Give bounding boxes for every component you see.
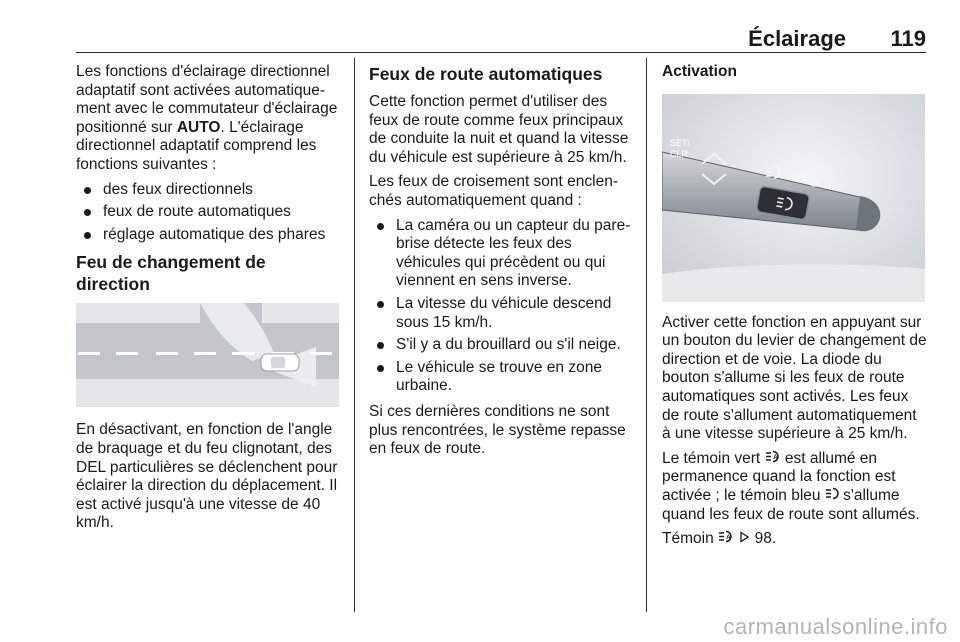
car-icon (261, 354, 299, 371)
column-3 (662, 63, 927, 555)
turn-signal-stalk-illustration (662, 94, 925, 302)
body-paragraph: Activer cette fonction en appuyant sur un bouton du levier de changement de direction et de voie. La diode du bouton s'allume si les feux de route automatiques sont activés. Les feux de route s'allument automatiquement à une vitesse supérieure à 25 km/h. (662, 313, 927, 443)
watermark: carmanualsonline.info (723, 614, 948, 639)
column-1 (76, 63, 342, 539)
feature-list (76, 181, 342, 245)
list-item: des feux directionnels (76, 181, 342, 200)
body-paragraph: En désactivant, en fonction de l'angle de braquage et du feu clignotant, des DEL particulières se déclenchent pour éclairer la direction du déplacement. Il est activé jusqu'à une vitesse de 40 km/h. (76, 421, 338, 532)
section-heading: Feux de route automatiques (369, 64, 603, 84)
list-item: La vitesse du véhicule descend sous 15 km/h. (369, 295, 633, 332)
page-reference[interactable]: 98. (754, 530, 777, 548)
cornering-light-illustration (76, 303, 339, 407)
column-2 (369, 63, 633, 465)
page-number: 119 (890, 26, 926, 51)
auto-high-beam-icon (718, 530, 734, 543)
arrow-reference-icon[interactable] (738, 531, 750, 543)
list-item: Le véhicule se trouve en zone urbaine. (369, 359, 633, 396)
condition-list (369, 217, 633, 396)
list-item: La caméra ou un capteur du pare-brise détecte les feux des véhicules qui précèdent ou qui viennent en sens inverse. (369, 217, 633, 291)
set-label: SET/ (670, 137, 691, 148)
body-paragraph: Si ces dernières conditions ne sont plus rencontrées, le système repasse en feux de route. (369, 402, 626, 458)
reference-paragraph: Témoin A 98. (662, 530, 777, 548)
list-item: réglage automatique des phares (76, 226, 342, 245)
clr-label: CLR (670, 148, 689, 159)
svg-text:A: A (726, 535, 731, 542)
auto-high-beam-icon (765, 450, 781, 463)
body-paragraph: Cette fonction permet d'utiliser des feux de route comme feux principaux de conduite la nuit et quand la vitesse du véhicule est supérieure à 25 km/h. (369, 93, 629, 166)
section-heading: Feu de changement de direction (76, 252, 266, 295)
intro-paragraph: Les fonctions d'éclairage directionnel adaptatif sont activées automatiquement avec le commutateur d'éclairage positionné sur AUTO. L'éclairage directionnel adaptatif comprend les fonctions suivantes : (76, 63, 338, 173)
auto-label: AUTO (176, 118, 221, 136)
list-item: feux de route automatiques (76, 203, 342, 222)
section-heading: Activation (662, 63, 737, 80)
page-header (76, 26, 926, 53)
body-paragraph: Les feux de croisement sont enclenchés automatiquement quand : (369, 173, 619, 209)
column-divider (354, 58, 355, 612)
column-divider (646, 58, 647, 612)
body-paragraph: Le témoin vert A est allumé en permanence quand la fonction est activée ; le témoin bleu s'allume quand les feux de route sont allumés. (662, 449, 920, 523)
list-item: S'il y a du brouillard ou s'il neige. (369, 336, 633, 355)
high-beam-icon (825, 487, 839, 500)
section-title: Éclairage (748, 26, 846, 51)
svg-text:A: A (772, 454, 778, 461)
